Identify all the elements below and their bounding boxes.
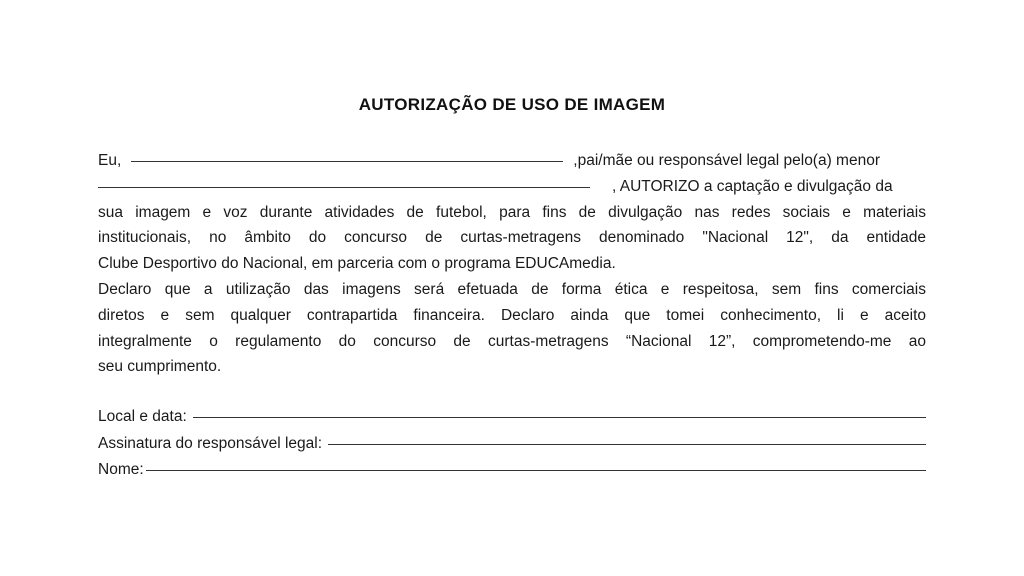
minor-line [98, 174, 926, 200]
document-body [98, 148, 926, 380]
paragraph-authorization [98, 200, 926, 277]
guardian-line [98, 148, 926, 174]
guardian-name-blank[interactable] [131, 160, 563, 162]
local-data-row [98, 404, 926, 431]
paragraph-line: sua imagem e voz durante atividades de futebol, para fins de divulgação nas redes sociais e materiais [98, 203, 926, 221]
local-data-label: Local e data: [98, 408, 187, 425]
signature-label: Assinatura do responsável legal: [98, 434, 323, 452]
signature-blank[interactable] [328, 444, 926, 445]
paragraph-line: Clube Desportivo do Nacional, em parceria com o programa EDUCAmedia. [98, 255, 616, 273]
signature-row [98, 431, 926, 458]
local-data-blank[interactable] [193, 417, 926, 418]
minor-suffix: , AUTORIZO a captação e divulgação da [612, 177, 893, 195]
paragraph-line: integralmente o regulamento do concurso de curtas-metragens “Nacional 12”, comprometendo-me ao [98, 332, 926, 350]
document-title: AUTORIZAÇÃO DE USO DE IMAGEM [358, 95, 666, 114]
name-label: Nome: [98, 461, 144, 478]
paragraph-line: seu cumprimento. [98, 358, 222, 376]
minor-name-blank[interactable] [98, 186, 590, 188]
paragraph-line: Declaro que a utilização das imagens será efetuada de forma ética e respeitosa, sem fins comerciais [98, 280, 926, 298]
paragraph-line: institucionais, no âmbito do concurso de curtas-metragens denominado "Nacional 12", da entidade [98, 229, 926, 247]
paragraph-line: diretos e sem qualquer contrapartida financeira. Declaro ainda que tomei conhecimento, li e aceito [98, 306, 926, 324]
name-blank[interactable] [146, 470, 926, 471]
name-row [98, 457, 926, 484]
guardian-prefix: Eu, [98, 152, 122, 169]
signature-section [98, 404, 926, 484]
guardian-suffix: ,pai/mãe ou responsável legal pelo(a) menor [573, 152, 880, 169]
paragraph-declaration [98, 277, 926, 380]
